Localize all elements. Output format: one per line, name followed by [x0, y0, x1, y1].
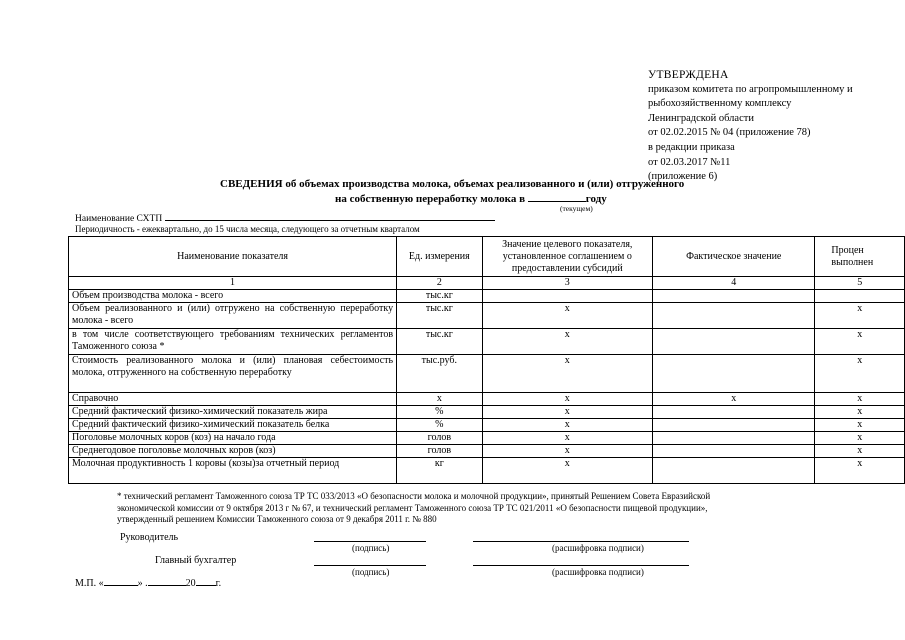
target-cell[interactable]: х: [482, 303, 652, 329]
title-suffix: году: [585, 193, 607, 205]
indicator-name: Поголовье молочных коров (коз) на начало года: [69, 432, 397, 445]
table-row: [69, 419, 905, 432]
approval-line: приказом комитета по агропромышленному и: [648, 83, 853, 95]
decode-caption: (расшифровка подписи): [552, 567, 644, 577]
percent-cell[interactable]: х: [815, 432, 905, 445]
column-number: 2: [397, 277, 482, 290]
accountant-decode-field[interactable]: [473, 564, 689, 566]
actual-cell[interactable]: [653, 432, 815, 445]
header-unit: Ед. измерения: [397, 237, 482, 277]
percent-cell[interactable]: х: [815, 355, 905, 393]
percent-cell[interactable]: х: [815, 419, 905, 432]
actual-cell[interactable]: [653, 303, 815, 329]
table-row: [69, 329, 905, 355]
indicator-name: Средний фактический физико-химический показатель жира: [69, 406, 397, 419]
actual-cell[interactable]: [653, 406, 815, 419]
head-label: Руководитель: [120, 532, 179, 543]
header-percent-top: Процен: [831, 244, 864, 256]
month-field[interactable]: [148, 576, 186, 586]
percent-cell[interactable]: [815, 290, 905, 303]
approval-line: Ленинградской области: [648, 112, 754, 124]
unit-cell: тыс.руб.: [397, 355, 482, 393]
approval-line: от 02.02.2015 № 04 (приложение 78): [648, 127, 811, 139]
unit-cell: голов: [397, 445, 482, 458]
table-row: [69, 406, 905, 419]
target-cell[interactable]: х: [482, 458, 652, 484]
approval-block: [648, 68, 905, 185]
year-field[interactable]: [196, 576, 216, 586]
percent-cell[interactable]: х: [815, 303, 905, 329]
approval-line: от 02.03.2017 №11: [648, 156, 731, 168]
year-caption: (текущем): [560, 204, 593, 213]
indicator-name: в том числе соответствующего требованиям технических регламентов Таможенного союза *: [69, 329, 397, 355]
approval-line: (приложение 6): [648, 171, 718, 183]
stamp-prefix: М.П. «: [75, 578, 104, 589]
approval-line: рыбохозяйственному комплексу: [648, 98, 792, 110]
target-cell[interactable]: х: [482, 419, 652, 432]
accountant-signature-field[interactable]: [314, 564, 426, 566]
table-row: [69, 445, 905, 458]
column-number: 3: [482, 277, 652, 290]
unit-cell: %: [397, 419, 482, 432]
head-decode-field[interactable]: [473, 540, 689, 542]
actual-cell[interactable]: х: [653, 393, 815, 406]
unit-cell: тыс.кг: [397, 303, 482, 329]
column-number: 1: [69, 277, 397, 290]
header-percent-bottom: выполнен: [831, 256, 874, 268]
actual-cell[interactable]: [653, 458, 815, 484]
header-actual-value: Фактическое значение: [653, 237, 815, 277]
table-row: [69, 393, 905, 406]
indicator-name: Справочно: [69, 393, 397, 406]
approval-title: УТВЕРЖДЕНА: [648, 69, 729, 81]
periodicity-text: Периодичность - ежеквартально, до 15 числа месяца, следующего за отчетным кварталом: [75, 224, 420, 234]
footnote-line: * технический регламент Таможенного союза ТР ТС 033/2013 «О безопасности молока и молочной продукции», принятый Решением Совета Евразийской: [117, 491, 711, 501]
approval-line: в редакции приказа: [648, 141, 735, 153]
column-number: 5: [815, 277, 905, 290]
document-title-line-1: СВЕДЕНИЯ об объемах производства молока, объемах реализованного и (или) отгруженного: [220, 178, 685, 190]
table-row: [69, 432, 905, 445]
percent-cell[interactable]: х: [815, 445, 905, 458]
stamp-year: 20: [185, 578, 196, 589]
stamp-suffix: г.: [215, 578, 222, 589]
unit-cell: голов: [397, 432, 482, 445]
percent-cell[interactable]: х: [815, 393, 905, 406]
year-blank-field[interactable]: [528, 192, 586, 202]
indicator-name: Среднегодовое поголовье молочных коров (коз): [69, 445, 397, 458]
header-target-value: Значение целевого показателя, установленное соглашением о предоставлении субсидий: [482, 237, 652, 277]
unit-cell: кг: [397, 458, 482, 484]
signature-caption: (подпись): [352, 567, 390, 577]
header-indicator-name: Наименование показателя: [69, 237, 397, 277]
signature-caption: (подпись): [352, 543, 390, 553]
table-row: [69, 355, 905, 393]
indicator-name: Объем производства молока - всего: [69, 290, 397, 303]
table-row: [69, 303, 905, 329]
title-prefix: на собственную переработку молока в: [335, 193, 526, 205]
data-table: [68, 236, 905, 484]
footnote-line: утвержденный решением Комиссии Таможенного союза от 9 декабря 2011 г. № 880: [117, 514, 437, 524]
actual-cell[interactable]: [653, 355, 815, 393]
percent-cell[interactable]: х: [815, 458, 905, 484]
indicator-name: Объем реализованного и (или) отгружено на собственную переработку молока - всего: [69, 303, 397, 329]
target-cell[interactable]: х: [482, 432, 652, 445]
indicator-name: Стоимость реализованного молока и (или) плановая себестоимость молока, отгруженного на собственную переработку: [69, 355, 397, 393]
target-cell[interactable]: х: [482, 393, 652, 406]
unit-cell: х: [397, 393, 482, 406]
stamp-mid: » .: [137, 578, 148, 589]
head-signature-field[interactable]: [314, 540, 426, 542]
target-cell[interactable]: х: [482, 445, 652, 458]
actual-cell[interactable]: [653, 329, 815, 355]
indicator-name: Средний фактический физико-химический показатель белка: [69, 419, 397, 432]
target-cell[interactable]: х: [482, 329, 652, 355]
unit-cell: тыс.кг: [397, 329, 482, 355]
target-cell[interactable]: х: [482, 355, 652, 393]
footnote-line: экономической комиссии от 9 октября 2013 г № 67, и технический регламент Таможенного союза ТР ТС 021/2011 «О безопасности пищевой продукции»,: [117, 502, 708, 513]
unit-cell: тыс.кг: [397, 290, 482, 303]
column-number-row: [69, 277, 905, 290]
table-row: [69, 290, 905, 303]
table-row: [69, 458, 905, 484]
organization-label: Наименование СХТП: [75, 214, 163, 224]
chief-accountant-label: Главный бухгалтер: [155, 555, 237, 566]
header-percent-complete: [815, 237, 905, 277]
target-cell[interactable]: х: [482, 406, 652, 419]
day-field[interactable]: [104, 576, 138, 586]
indicator-name: Молочная продуктивность 1 коровы (козы)за отчетный период: [69, 458, 397, 484]
percent-cell[interactable]: х: [815, 329, 905, 355]
stamp-date-row: [75, 576, 221, 589]
target-cell[interactable]: [482, 290, 652, 303]
actual-cell[interactable]: [653, 445, 815, 458]
actual-cell[interactable]: [653, 290, 815, 303]
column-number: 4: [653, 277, 815, 290]
percent-cell[interactable]: х: [815, 406, 905, 419]
organization-name-field[interactable]: [165, 211, 495, 221]
decode-caption: (расшифровка подписи): [552, 543, 644, 553]
footnote: [117, 491, 877, 526]
unit-cell: %: [397, 406, 482, 419]
organization-row: [75, 211, 495, 224]
actual-cell[interactable]: [653, 419, 815, 432]
